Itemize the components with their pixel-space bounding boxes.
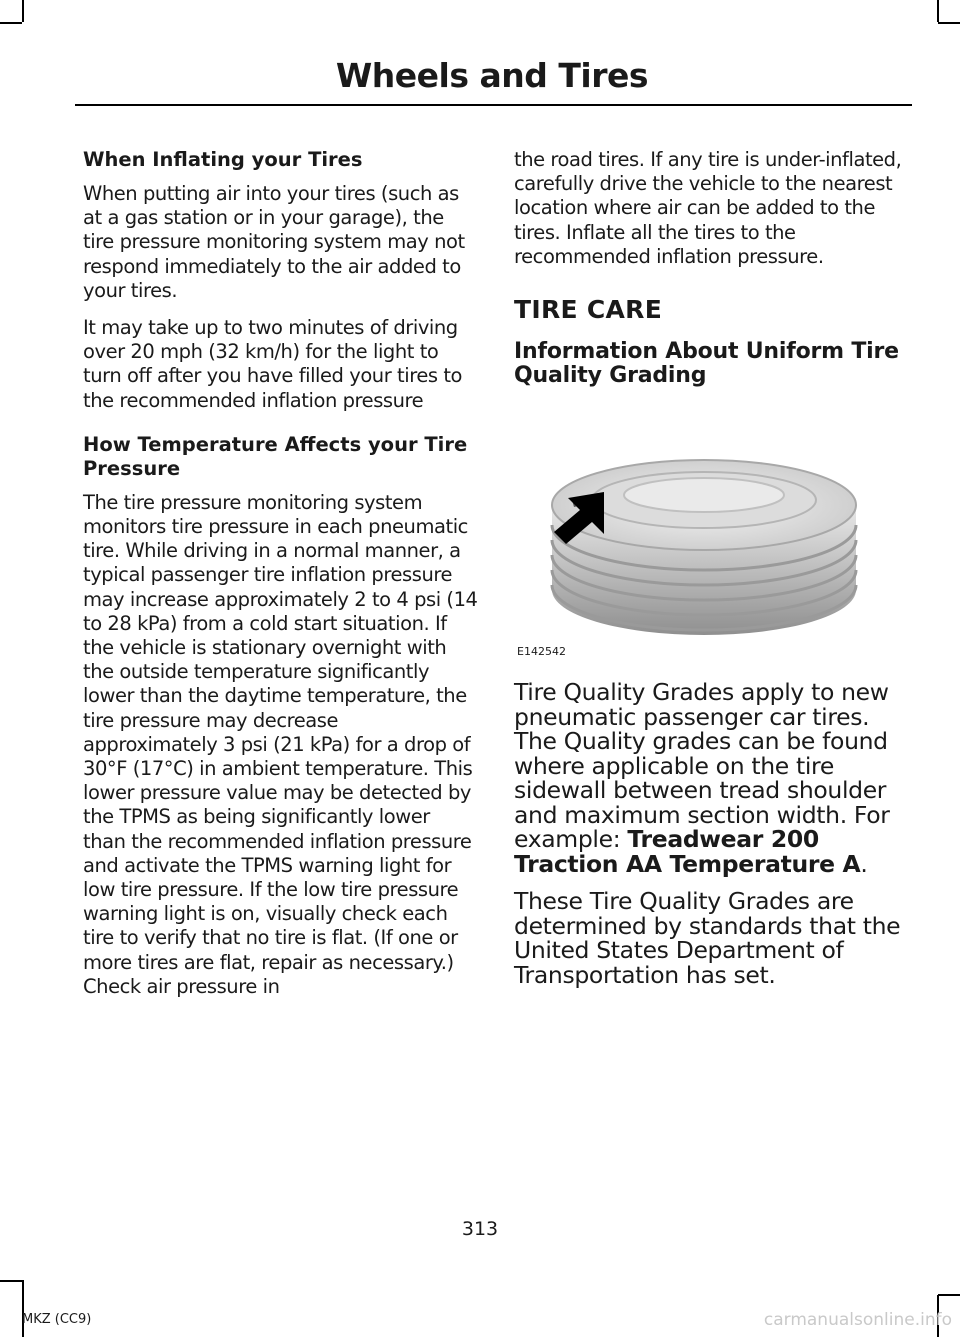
crop-mark <box>938 22 960 24</box>
heading-inflating-tires: When Inflating your Tires <box>83 148 363 171</box>
figure-code: E142542 <box>517 645 566 659</box>
heading-uniform-grading: Information About Uniform Tire Quality Grading <box>514 339 899 389</box>
crop-mark <box>937 0 939 22</box>
paragraph-temperature: The tire pressure monitoring system monitors tire pressure in each pneumatic tire. While driving in a normal manner, a typical passenger tire inflation pressure may increase approximately 2 to 4 psi (14 to 28 kPa) from a cold start situation. If the vehicle is stationary overnight with the outside temperature significantly lower than the daytime temperature, the tire pressure may decrease approximately 3 psi (21 kPa) for a drop of 30°F (17°C) in ambient temperature. This lower pressure value may be detected by the TPMS as being significantly lower than the recommended inflation pressure and activate the TPMS warning light for low tire pressure. If the low tire pressure warning light is on, visually check each tire to verify that no tire is flat. (If one or more tires are flat, repair as necessary.) Check air pressure in <box>83 490 478 998</box>
paragraph-inflating: When putting air into your tires (such as at a gas station or in your garage), the tire pressure monitoring system may not respond immediately to the air added to your tires. <box>83 182 465 302</box>
paragraph-standards: These Tire Quality Grades are determined by standards that the United States Department of Transportation has set. <box>514 887 901 989</box>
crop-mark <box>0 1280 22 1282</box>
page-number: 313 <box>461 1218 499 1240</box>
paragraph-continued: the road tires. If any tire is under-inflated, carefully drive the vehicle to the nearest location where air can be added to the tires. Inflate all the tires to the recommended inflation pressure. <box>514 148 902 268</box>
crop-mark <box>22 1280 24 1337</box>
tire-figure <box>514 440 872 660</box>
footer-model-code: MKZ (CC9) <box>22 1312 92 1327</box>
header-divider <box>75 104 912 106</box>
watermark: carmanualsonline.info <box>763 1310 952 1330</box>
paragraph-quality-grades <box>514 680 907 876</box>
tire-illustration <box>514 440 872 660</box>
quality-grades-suffix: . <box>860 849 868 878</box>
paragraph-two-minutes: It may take up to two minutes of driving over 20 mph (32 km/h) for the light to turn off after you have filled your tires to the recommended inflation pressure <box>83 316 463 412</box>
crop-mark <box>938 1294 960 1296</box>
crop-mark <box>0 22 22 24</box>
crop-mark <box>22 0 24 22</box>
left-column <box>83 148 478 1012</box>
quality-grades-text: Tire Quality Grades apply to new pneumatic passenger car tires. The Quality grades can be found where applicable on the tire sidewall between tread shoulder and maximum section width. For example: <box>514 678 890 854</box>
heading-temperature: How Temperature Affects your Tire Pressure <box>83 432 468 480</box>
quality-grades-example: Treadwear 200 Traction AA Temperature A <box>514 825 861 878</box>
right-column <box>514 148 907 987</box>
section-title-tire-care: TIRE CARE <box>514 295 663 325</box>
page-header-title: Wheels and Tires <box>335 56 648 95</box>
